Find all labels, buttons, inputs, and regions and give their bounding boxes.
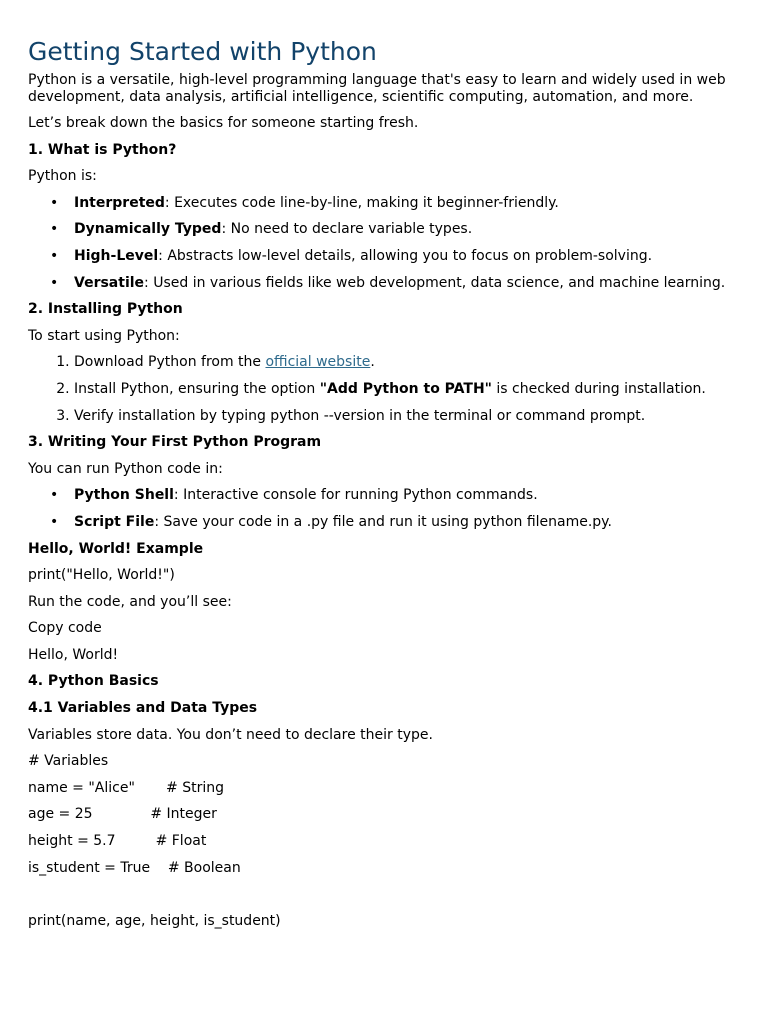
- list-item-text: : Interactive console for running Python commands.: [173, 487, 538, 504]
- code-line: # Variables: [28, 753, 109, 770]
- list-item-term: Script File: [74, 513, 155, 530]
- bullet-icon: •: [50, 247, 59, 264]
- step-text: .: [370, 354, 375, 371]
- bullet-icon: •: [50, 221, 59, 238]
- intro-paragraph-2: Let’s break down the basics for someone starting fresh.: [28, 115, 419, 131]
- code-line: age = 25 # Integer: [28, 806, 217, 823]
- list-item-text: : Executes code line-by-line, making it beginner-friendly.: [164, 194, 559, 211]
- section-heading-what-is-python: 1. What is Python?: [28, 141, 177, 158]
- example-heading: Hello, World! Example: [28, 540, 204, 557]
- run-text: Run the code, and you’ll see:: [28, 593, 232, 610]
- bullet-icon: •: [50, 194, 59, 211]
- feature-list: [28, 195, 740, 292]
- code-line: name = "Alice" # String: [28, 779, 224, 796]
- code-line: print("Hello, World!"): [28, 567, 175, 584]
- copy-code-text[interactable]: Copy code: [28, 620, 102, 637]
- list-item-text: : No need to declare variable types.: [221, 221, 473, 238]
- blank-line: [28, 886, 740, 903]
- list-item-term: Versatile: [74, 274, 145, 291]
- install-step: [74, 408, 740, 425]
- list-item-term: Interpreted: [74, 194, 165, 211]
- section-heading-installing-python: 2. Installing Python: [28, 301, 183, 318]
- list-item-term: Python Shell: [74, 487, 174, 504]
- list-item-text: : Abstracts low-level details, allowing you to focus on problem-solving.: [158, 247, 653, 264]
- official-website-link[interactable]: official website: [265, 354, 371, 371]
- list-item: [50, 513, 740, 531]
- section-heading-python-basics: 4. Python Basics: [28, 673, 159, 690]
- code-line: height = 5.7 # Float: [28, 833, 207, 850]
- intro-paragraph: Python is a versatile, high-level programming language that's easy to learn and widely used in web development, data analysis, artificial intelligence, scientific computing, automation, and more.: [28, 72, 726, 105]
- list-item: [50, 247, 740, 265]
- bullet-icon: •: [50, 274, 59, 291]
- list-item-text: : Save your code in a .py file and run it using python filename.py.: [154, 513, 612, 530]
- install-step: [74, 381, 740, 398]
- list-item-text: : Used in various fields like web development, data science, and machine learning.: [144, 274, 726, 291]
- code-line: print(name, age, height, is_student): [28, 912, 281, 929]
- step-text: is checked during installation.: [491, 380, 706, 397]
- list-item: [50, 194, 740, 212]
- step-text: Download Python from the: [74, 354, 266, 371]
- list-item-term: Dynamically Typed: [74, 221, 222, 238]
- list-item-term: High-Level: [74, 247, 159, 264]
- section-lead: Variables store data. You don’t need to declare their type.: [28, 726, 433, 743]
- bullet-icon: •: [50, 513, 59, 530]
- install-steps-list: [28, 354, 740, 424]
- section-lead: To start using Python:: [28, 327, 180, 344]
- list-item: [50, 487, 740, 504]
- section-lead: You can run Python code in:: [28, 460, 223, 477]
- subsection-heading-variables: 4.1 Variables and Data Types: [28, 700, 258, 717]
- output-line: Hello, World!: [28, 646, 119, 663]
- page-title: Getting Started with Python: [28, 37, 377, 66]
- step-bold-text: "Add Python to PATH": [319, 380, 492, 397]
- section-lead: Python is:: [28, 168, 97, 185]
- step-text: Verify installation by typing python --version in the terminal or command prompt.: [74, 407, 646, 424]
- install-step: [74, 354, 740, 371]
- run-options-list: [28, 487, 740, 531]
- step-text: Install Python, ensuring the option: [74, 380, 320, 397]
- bullet-icon: •: [50, 487, 59, 504]
- code-line: is_student = True # Boolean: [28, 859, 241, 876]
- section-heading-first-program: 3. Writing Your First Python Program: [28, 434, 322, 451]
- list-item: [50, 274, 740, 292]
- list-item: [50, 221, 740, 238]
